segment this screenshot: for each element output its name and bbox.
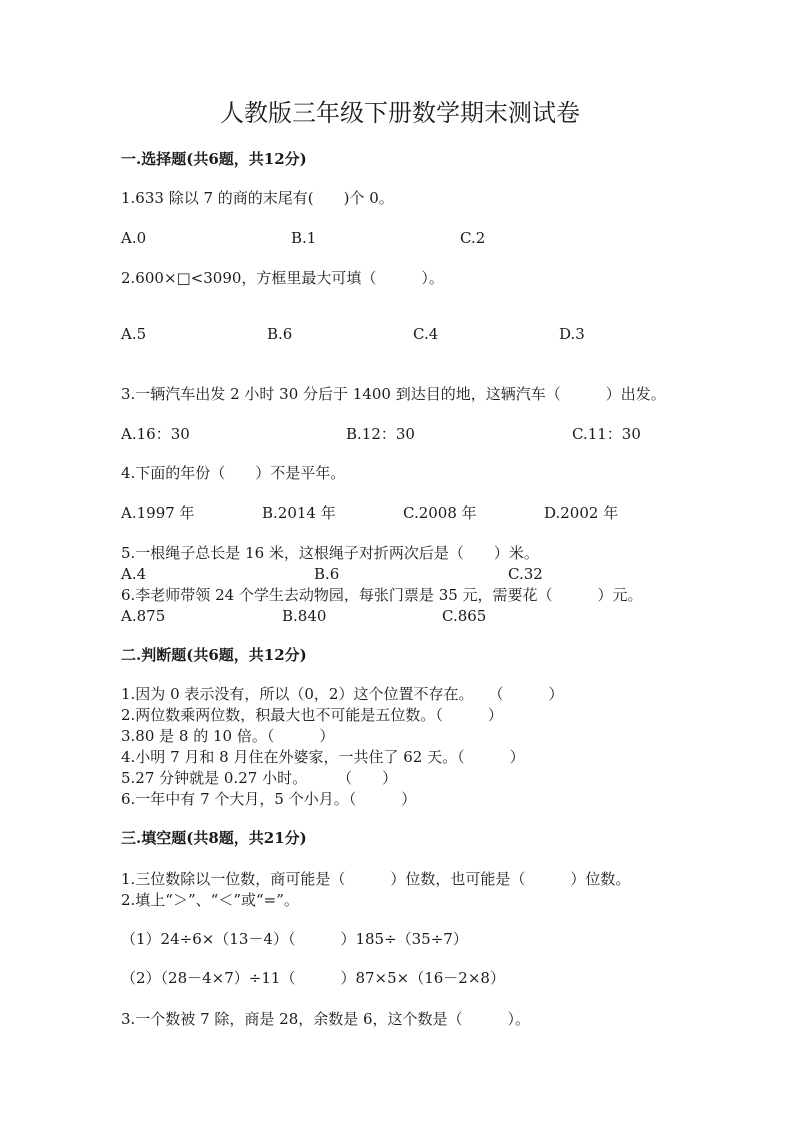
fill-item: （1）24÷6×（13－4）（ ）185÷（35÷7） [121, 930, 468, 948]
judgment-item: 2.两位数乘两位数，积最大也不可能是五位数。（ ） [121, 706, 503, 724]
judgment-item: 5.27 分钟就是 0.27 小时。 （ ） [121, 769, 398, 787]
question-3-option-c: C.11：30 [572, 425, 641, 443]
fill-item: 2.填上“＞”、“＜”或“=”。 [121, 891, 299, 909]
question-5-option-a: A.4 [121, 565, 147, 583]
question-1-option-c: C.2 [460, 229, 486, 247]
judgment-item: 4.小明 7 月和 8 月住在外婆家，一共住了 62 天。（ ） [121, 748, 525, 766]
question-6-option-a: A.875 [121, 607, 166, 625]
judgment-item: 6.一年中有 7 个大月，5 个小月。（ ） [121, 790, 417, 808]
question-4-stem: 4.下面的年份（ ）不是平年。 [121, 464, 346, 482]
section-header-multiple-choice: 一.选择题(共6题，共12分) [121, 150, 307, 168]
fill-item: 1.三位数除以一位数，商可能是（ ）位数，也可能是（ ）位数。 [121, 870, 631, 888]
question-4-option-d: D.2002 年 [544, 504, 619, 522]
question-2-option-b: B.6 [267, 325, 293, 343]
question-5-option-b: B.6 [314, 565, 340, 583]
question-6-stem: 6.李老师带领 24 个学生去动物园，每张门票是 35 元，需要花（ ）元。 [121, 586, 643, 604]
question-4-option-b: B.2014 年 [262, 504, 336, 522]
question-3-option-b: B.12：30 [346, 425, 415, 443]
judgment-item: 1.因为 0 表示没有，所以（0，2）这个位置不存在。 （ ） [121, 685, 564, 703]
question-6-option-b: B.840 [282, 607, 327, 625]
question-3-option-a: A.16：30 [121, 425, 190, 443]
judgment-item: 3.80 是 8 的 10 倍。（ ） [121, 727, 335, 745]
question-4-option-a: A.1997 年 [121, 504, 195, 522]
question-1-stem: 1.633 除以 7 的商的末尾有( )个 0。 [121, 189, 394, 207]
fill-item: （2）（28－4×7）÷11（ ）87×5×（16－2×8） [121, 969, 505, 987]
question-5-option-c: C.32 [508, 565, 543, 583]
question-2-option-c: C.4 [413, 325, 439, 343]
question-2-option-a: A.5 [121, 325, 147, 343]
section-header-true-false: 二.判断题(共6题，共12分) [121, 646, 307, 664]
question-3-stem: 3.一辆汽车出发 2 小时 30 分后于 1400 到达目的地，这辆汽车（ ）出发。 [121, 385, 666, 403]
question-2-stem: 2.600×□<3090，方框里最大可填（ ）。 [121, 269, 444, 287]
question-5-stem: 5.一根绳子总长是 16 米，这根绳子对折两次后是（ ）米。 [121, 544, 539, 562]
fill-item: 3.一个数被 7 除，商是 28，余数是 6，这个数是（ ）。 [121, 1010, 531, 1028]
question-1-option-a: A.0 [121, 229, 147, 247]
question-6-option-c: C.865 [442, 607, 487, 625]
question-4-option-c: C.2008 年 [403, 504, 477, 522]
question-2-option-d: D.3 [559, 325, 585, 343]
question-1-option-b: B.1 [291, 229, 317, 247]
section-header-fill-in: 三.填空题(共8题，共21分) [121, 829, 307, 847]
page-title: 人教版三年级下册数学期末测试卷 [220, 99, 580, 127]
